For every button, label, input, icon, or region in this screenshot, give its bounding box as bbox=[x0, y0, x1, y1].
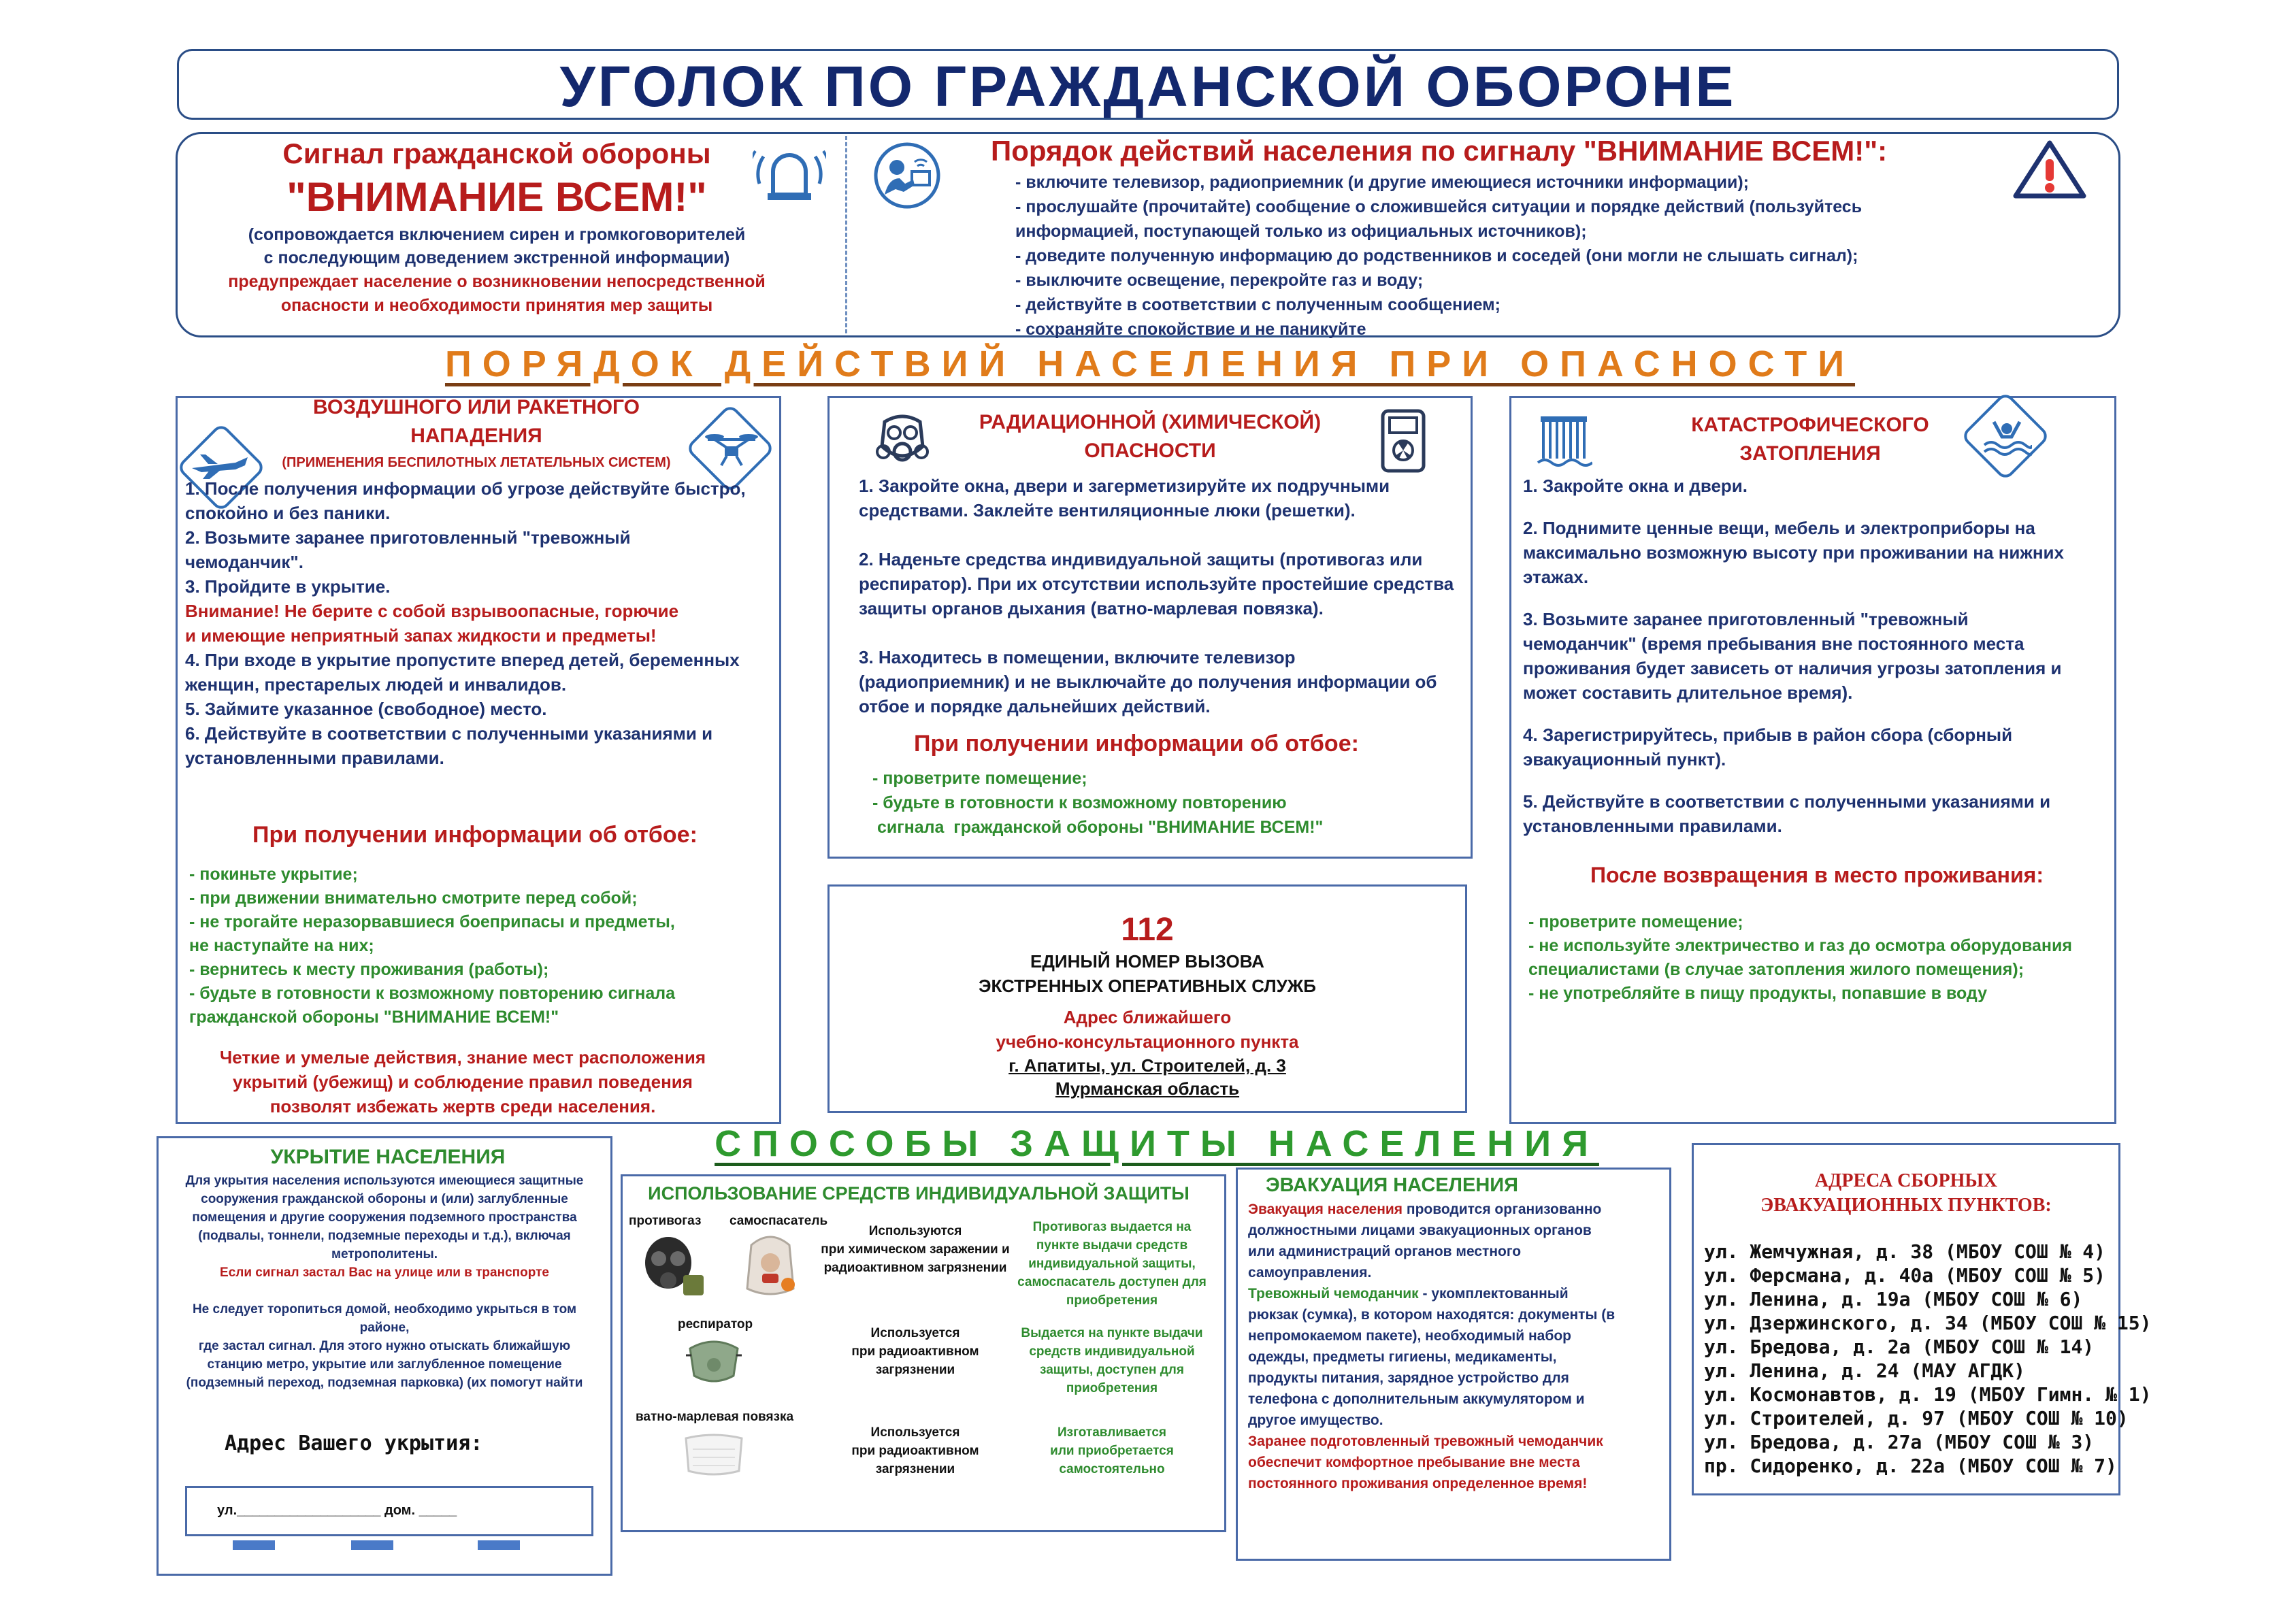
shelter-line: (подземный переход, подземная парковка) (их помогут найти bbox=[186, 1376, 583, 1390]
flood-after-item: - не употребляйте в пищу продукты, попавшие в воду bbox=[1528, 984, 1987, 1003]
air-step: 6. Действуйте в соответствии с полученными указаниями и bbox=[185, 723, 713, 744]
ppe-use-line: загрязнении bbox=[875, 1462, 955, 1476]
warning-triangle-icon bbox=[2012, 139, 2088, 200]
air-step: 4. При входе в укрытие пропустите вперед детей, беременных bbox=[185, 650, 740, 670]
flood-step: чемоданчик" (время пребывания вне постоянного места bbox=[1523, 633, 2024, 654]
rescuer-label: самоспасатель bbox=[729, 1214, 828, 1228]
air-after-list bbox=[189, 863, 774, 1029]
shelter-line: Не следует торопиться домой, необходимо укрыться в том bbox=[192, 1302, 577, 1317]
flood-step: эвакуационный пункт). bbox=[1523, 749, 1726, 769]
evac-line: рюкзак (сумка), в котором находятся: документы (в bbox=[1248, 1307, 1616, 1323]
rad-after-list bbox=[872, 766, 1458, 840]
shelter-text bbox=[163, 1172, 606, 1392]
flood-title-1: КАТАСТРОФИЧЕСКОГО bbox=[1691, 414, 1929, 436]
points-item: ул. Строителей, д. 97 (МБОУ СОШ № 10) bbox=[1704, 1407, 2129, 1429]
flood-step: проживания будет зависеть от наличия угрозы затопления и bbox=[1523, 658, 2062, 678]
air-final-line: укрытий (убежищ) и соблюдение правил поведения bbox=[233, 1072, 693, 1092]
flood-step: 1. Закройте окна и двери. bbox=[1523, 476, 1748, 496]
ppe-issue-line: самостоятельно bbox=[1059, 1462, 1165, 1476]
rad-after-item: сигнала гражданской обороны "ВНИМАНИЕ ВСЕМ!" bbox=[872, 818, 1324, 837]
shelter-line: где застал сигнал. Для этого нужно отыскать ближайшую bbox=[198, 1339, 571, 1353]
rad-step: защиты органов дыхания (ватно-марлевая повязка). bbox=[859, 598, 1324, 618]
flood-step: может составить длительное время). bbox=[1523, 682, 1853, 703]
air-final-line: Четкие и умелые действия, знание мест расположения bbox=[219, 1047, 706, 1067]
flood-after-item: - не используйте электричество и газ до осмотра оборудования bbox=[1528, 936, 2072, 955]
rad-step: респиратор). При их отсутствии используйте простейшие средства bbox=[859, 574, 1454, 594]
ppe-issue-1 bbox=[1010, 1218, 1214, 1310]
points-title-2: ЭВАКУАЦИОННЫХ ПУНКТОВ: bbox=[1760, 1195, 2052, 1216]
center-addr-1: г. Апатиты, ул. Строителей, д. 3 bbox=[1008, 1055, 1286, 1076]
points-list bbox=[1704, 1240, 2151, 1478]
ppe-use-line: при радиоактивном bbox=[851, 1444, 979, 1458]
air-step: чемоданчик". bbox=[185, 552, 304, 572]
street-input[interactable]: ул.___________________ дом. _____ bbox=[217, 1503, 457, 1518]
air-step: женщин, престарелых людей и инвалидов. bbox=[185, 674, 567, 695]
order-item: - сохраняйте спокойствие и не паникуйте bbox=[1015, 320, 1366, 339]
points-item: ул. Космонавтов, д. 19 (МБОУ Гимн. № 1) bbox=[1704, 1383, 2152, 1406]
ppe-issue-line: приобретения bbox=[1066, 1293, 1158, 1308]
ppe-use-2 bbox=[817, 1324, 1014, 1379]
ppe-use-line: загрязнении bbox=[875, 1363, 955, 1377]
air-after-item: - при движении внимательно смотрите перед собой; bbox=[189, 889, 638, 908]
ppe-use-line: при химическом заражении и bbox=[821, 1242, 1010, 1257]
shelter-line: Для укрытия населения используются имеющиеся защитные bbox=[185, 1174, 584, 1188]
ppe-issue-line: Изготавливается bbox=[1057, 1425, 1166, 1440]
air-step: 5. Займите указанное (свободное) место. bbox=[185, 699, 547, 719]
emergency-panel bbox=[827, 884, 1467, 1113]
order-item: - действуйте в соответствии с полученным сообщением; bbox=[1015, 295, 1500, 314]
air-step: 3. Пройдите в укрытие. bbox=[185, 576, 391, 597]
shelter-line: станцию метро, укрытие или заглубленное помещение bbox=[207, 1357, 562, 1372]
order-item: - доведите полученную информацию до родственников и соседей (они могли не слышать сигнал); bbox=[1015, 246, 1858, 265]
evac-red: Эвакуация населения bbox=[1248, 1202, 1403, 1217]
signal-note-2: с последующим доведением экстренной информации) bbox=[263, 248, 730, 267]
shelter-line: (подвалы, тоннели, подземные переходы и т.д.), включая bbox=[198, 1229, 571, 1243]
flood-step: максимально возможную высоту при проживании на нижних bbox=[1523, 542, 2064, 563]
ppe-issue-line: самоспасатель доступен для bbox=[1017, 1275, 1207, 1289]
signal-heading: Сигнал гражданской обороны bbox=[282, 137, 711, 169]
signal-divider bbox=[845, 136, 847, 333]
center-addr-2: Мурманская область bbox=[1055, 1078, 1240, 1099]
air-step: 2. Возьмите заранее приготовленный "тревожный bbox=[185, 527, 631, 548]
evac-red-line: Заранее подготовленный тревожный чемоданчик bbox=[1248, 1434, 1603, 1449]
points-item: ул. Дзержинского, д. 34 (МБОУ СОШ № 15) bbox=[1704, 1312, 2152, 1334]
signal-warn-2: опасности и необходимости принятия мер защиты bbox=[280, 296, 713, 315]
points-item: ул. Жемчужная, д. 38 (МБОУ СОШ № 4) bbox=[1704, 1240, 2106, 1263]
evac-title: ЭВАКУАЦИЯ НАСЕЛЕНИЯ bbox=[1266, 1174, 1518, 1196]
rad-step: (радиоприемник) и не выключайте до получения информации об bbox=[859, 672, 1437, 692]
flood-step: 4. Зарегистрируйтесь, прибыв в район сбора (сборный bbox=[1523, 725, 2013, 745]
siren-icon bbox=[753, 142, 826, 203]
points-title-1: АДРЕСА СБОРНЫХ bbox=[1814, 1170, 1998, 1191]
points-item: ул. Ферсмана, д. 40а (МБОУ СОШ № 5) bbox=[1704, 1264, 2106, 1287]
evac-line: самоуправления. bbox=[1248, 1265, 1372, 1280]
air-title-1: ВОЗДУШНОГО ИЛИ РАКЕТНОГО bbox=[312, 396, 640, 418]
ppe-use-line: радиоактивном загрязнении bbox=[823, 1261, 1007, 1275]
flood-step: 2. Поднимите ценные вещи, мебель и электроприборы на bbox=[1523, 518, 2035, 538]
ppe-issue-line: или приобретается bbox=[1050, 1444, 1174, 1458]
evac-line bbox=[1248, 1199, 1670, 1220]
evac-line: или администраций органов местного bbox=[1248, 1244, 1522, 1259]
rad-title-2: ОПАСНОСТИ bbox=[1084, 440, 1216, 462]
respirator-photo-icon bbox=[683, 1335, 744, 1387]
gasmask-label: противогаз bbox=[629, 1214, 702, 1228]
signal-name: "ВНИМАНИЕ ВСЕМ!" bbox=[286, 174, 707, 220]
air-step: спокойно и без паники. bbox=[185, 503, 391, 523]
points-item: ул. Ленина, д. 19а (МБОУ СОШ № 6) bbox=[1704, 1288, 2083, 1310]
decor-bar bbox=[351, 1540, 393, 1550]
flood-step: этажах. bbox=[1523, 567, 1589, 587]
air-after-item: гражданской обороны "ВНИМАНИЕ ВСЕМ!" bbox=[189, 1008, 559, 1027]
rad-steps bbox=[859, 474, 1471, 718]
shelter-address-field[interactable] bbox=[185, 1486, 593, 1536]
air-after-item: - покиньте укрытие; bbox=[189, 865, 358, 884]
ppe-issue-line: средств индивидуальной bbox=[1029, 1344, 1195, 1359]
evac-red-line: обеспечит комфортное пребывание вне места bbox=[1248, 1455, 1580, 1470]
flood-after-list bbox=[1528, 910, 2114, 1006]
gauze-bandage-photo-icon bbox=[676, 1429, 751, 1480]
respirator-label: респиратор bbox=[678, 1317, 753, 1331]
emergency-line-1: ЕДИНЫЙ НОМЕР ВЫЗОВА bbox=[1030, 951, 1264, 972]
flood-step: установленными правилами. bbox=[1523, 816, 1782, 836]
emergency-number: 112 bbox=[1121, 912, 1174, 948]
shelter-address-label: Адрес Вашего укрытия: bbox=[225, 1431, 483, 1455]
air-title bbox=[259, 393, 694, 475]
order-item: - включите телевизор, радиоприемник (и другие имеющиеся источники информации); bbox=[1015, 173, 1749, 192]
ppe-use-line: при радиоактивном bbox=[851, 1344, 979, 1359]
evac-green: Тревожный чемоданчик bbox=[1248, 1286, 1419, 1302]
air-final-line: позволят избежать жертв среди населения. bbox=[269, 1096, 656, 1116]
decor-bar bbox=[478, 1540, 520, 1550]
shelter-line: сооружения гражданской обороны и (или) заглубленные bbox=[201, 1192, 568, 1206]
rad-title-1: РАДИАЦИОННОЙ (ХИМИЧЕСКОЙ) bbox=[979, 411, 1322, 433]
banner-danger: ПОРЯДОК ДЕЙСТВИЙ НАСЕЛЕНИЯ ПРИ ОПАСНОСТИ bbox=[444, 344, 1856, 384]
flood-title bbox=[1620, 411, 2001, 468]
flood-steps bbox=[1523, 474, 2108, 838]
rad-step: средствами. Заклейте вентиляционные люки (решетки). bbox=[859, 500, 1356, 520]
ppe-use-line: Используются bbox=[868, 1224, 962, 1238]
ppe-issue-line: индивидуальной защиты, bbox=[1028, 1257, 1196, 1271]
order-item: информацией, поступающей только из официальных источников); bbox=[1015, 222, 1587, 241]
points-item: ул. Бредова, д. 27а (МБОУ СОШ № 3) bbox=[1704, 1431, 2095, 1453]
air-after-item: не наступайте на них; bbox=[189, 936, 374, 955]
emergency-line-2: ЭКСТРЕННЫХ ОПЕРАТИВНЫХ СЛУЖБ bbox=[979, 976, 1316, 996]
shelter-line: помещения и другие сооружения подземного пространства bbox=[192, 1210, 577, 1225]
flood-step: 3. Возьмите заранее приготовленный "тревожный bbox=[1523, 609, 1969, 629]
evac-rest: - укомплектованный bbox=[1418, 1286, 1569, 1302]
ppe-issue-line: Противогаз выдается на bbox=[1032, 1220, 1192, 1234]
ppe-issue-line: защиты, доступен для bbox=[1040, 1363, 1184, 1377]
ppe-issue-3 bbox=[1010, 1423, 1214, 1478]
order-item: - выключите освещение, перекройте газ и воду; bbox=[1015, 271, 1424, 290]
ppe-issue-line: пункте выдачи средств bbox=[1036, 1238, 1188, 1253]
air-step: установленными правилами. bbox=[185, 748, 444, 768]
dosimeter-icon bbox=[1379, 407, 1428, 475]
rad-step: 2. Наденьте средства индивидуальной защиты (противогаз или bbox=[859, 549, 1423, 569]
signal-section bbox=[197, 136, 796, 317]
air-after-item: - не трогайте неразорвавшиеся боеприпасы и предметы, bbox=[189, 912, 675, 931]
self-rescuer-photo-icon bbox=[738, 1229, 803, 1300]
ppe-use-line: Используется bbox=[870, 1326, 960, 1340]
air-steps bbox=[185, 476, 770, 770]
flood-step: 5. Действуйте в соответствии с полученными указаниями и bbox=[1523, 791, 2051, 812]
ppe-issue-line: Выдается на пункте выдачи bbox=[1021, 1326, 1203, 1340]
rad-after-item: - проветрите помещение; bbox=[872, 769, 1087, 788]
flood-after-item: специалистами (в случае затопления жилого помещения); bbox=[1528, 960, 2024, 979]
shelter-title: УКРЫТИЕ НАСЕЛЕНИЯ bbox=[270, 1146, 506, 1168]
ppe-issue-line: приобретения bbox=[1066, 1381, 1158, 1395]
shelter-red: Если сигнал застал Вас на улице или в транспорте bbox=[220, 1265, 549, 1280]
flood-after-title: После возвращения в место проживания: bbox=[1590, 863, 2044, 887]
air-after-item: - вернитесь к месту проживания (работы); bbox=[189, 960, 549, 979]
evac-line: другое имущество. bbox=[1248, 1412, 1383, 1428]
evac-line: непромокаемом пакете), необходимый набор bbox=[1248, 1328, 1571, 1344]
order-heading: Порядок действий населения по сигналу "ВНИМАНИЕ ВСЕМ!": bbox=[991, 135, 1888, 167]
rad-step: 3. Находитесь в помещении, включите телевизор bbox=[859, 647, 1296, 667]
evac-line: продукты питания, зарядное устройство для bbox=[1248, 1370, 1569, 1386]
center-addr-title-2: учебно-консультационного пункта bbox=[996, 1031, 1299, 1052]
rad-after-item: - будьте в готовности к возможному повторению bbox=[872, 793, 1287, 812]
dam-icon bbox=[1535, 411, 1592, 468]
air-after-item: - будьте в готовности к возможному повторению сигнала bbox=[189, 984, 676, 1003]
order-item: - прослушайте (прочитайте) сообщение о сложившейся ситуации и порядке действий (пользуйтесь bbox=[1015, 197, 1863, 216]
shelter-line: районе, bbox=[359, 1321, 410, 1335]
flood-after-item: - проветрите помещение; bbox=[1528, 912, 1743, 931]
air-subtitle: (ПРИМЕНЕНИЯ БЕСПИЛОТНЫХ ЛЕТАТЕЛЬНЫХ СИСТЕМ) bbox=[282, 455, 671, 470]
evac-line bbox=[1248, 1283, 1670, 1304]
evac-rest: проводится организованно bbox=[1403, 1202, 1602, 1217]
center-addr-title-1: Адрес ближайшего bbox=[1063, 1007, 1232, 1027]
rad-step: 1. Закройте окна, двери и загерметизируйте их подручными bbox=[859, 476, 1390, 496]
signal-warn-1: предупреждает население о возникновении непосредственной bbox=[228, 272, 766, 291]
air-step: 1. После получения информации об угрозе действуйте быстро, bbox=[185, 478, 746, 499]
points-title bbox=[1692, 1169, 2120, 1218]
evac-text bbox=[1248, 1199, 1670, 1494]
ppe-use-line: Используется bbox=[870, 1425, 960, 1440]
page-title: УГОЛОК ПО ГРАЖДАНСКОЙ ОБОРОНЕ bbox=[559, 54, 1737, 118]
bandage-label: ватно-марлевая повязка bbox=[636, 1410, 794, 1424]
gas-mask-photo-icon bbox=[633, 1231, 708, 1300]
evac-line: одежды, предметы гигиены, медикаменты, bbox=[1248, 1349, 1557, 1365]
flood-title-2: ЗАТОПЛЕНИЯ bbox=[1739, 442, 1881, 465]
ppe-issue-2 bbox=[1010, 1324, 1214, 1397]
person-info-icon bbox=[870, 142, 945, 210]
evac-line: телефона с дополнительным аккумулятором и bbox=[1248, 1391, 1585, 1407]
rad-step: отбое и порядке дальнейших действий. bbox=[859, 696, 1211, 716]
ppe-title: ИСПОЛЬЗОВАНИЕ СРЕДСТВ ИНДИВИДУАЛЬНОЙ ЗАЩИТЫ bbox=[648, 1183, 1190, 1204]
points-item: ул. Ленина, д. 24 (МАУ АГДК) bbox=[1704, 1359, 2026, 1382]
points-item: ул. Бредова, д. 2а (МБОУ СОШ № 14) bbox=[1704, 1336, 2095, 1358]
air-warning: и имеющие неприятный запах жидкости и предметы! bbox=[185, 625, 657, 646]
gas-mask-icon bbox=[871, 408, 934, 471]
page-title-box bbox=[177, 49, 2119, 120]
air-after-title: При получении информации об отбое: bbox=[252, 822, 698, 848]
rad-after-title: При получении информации об отбое: bbox=[914, 731, 1359, 757]
banner-protect: СПОСОБЫ ЗАЩИТЫ НАСЕЛЕНИЯ bbox=[715, 1123, 1599, 1164]
evac-red-line: постоянного проживания определенное время! bbox=[1248, 1476, 1588, 1491]
evac-line: должностными лицами эвакуационных органов bbox=[1248, 1223, 1592, 1238]
ppe-use-1 bbox=[803, 1222, 1028, 1277]
rad-title bbox=[953, 408, 1347, 465]
ppe-use-3 bbox=[817, 1423, 1014, 1478]
decor-bar bbox=[233, 1540, 275, 1550]
air-title-2: НАПАДЕНИЯ bbox=[410, 425, 542, 447]
order-section bbox=[991, 133, 2025, 342]
shelter-line: метрополитены. bbox=[331, 1247, 438, 1261]
points-item: пр. Сидоренко, д. 22а (МБОУ СОШ № 7) bbox=[1704, 1455, 2117, 1477]
signal-note-1: (сопровождается включением сирен и громкоговорителей bbox=[248, 225, 746, 244]
air-final bbox=[204, 1045, 721, 1119]
air-warning: Внимание! Не берите с собой взрывоопасные, горючие bbox=[185, 601, 679, 621]
drone-icon bbox=[701, 430, 762, 471]
